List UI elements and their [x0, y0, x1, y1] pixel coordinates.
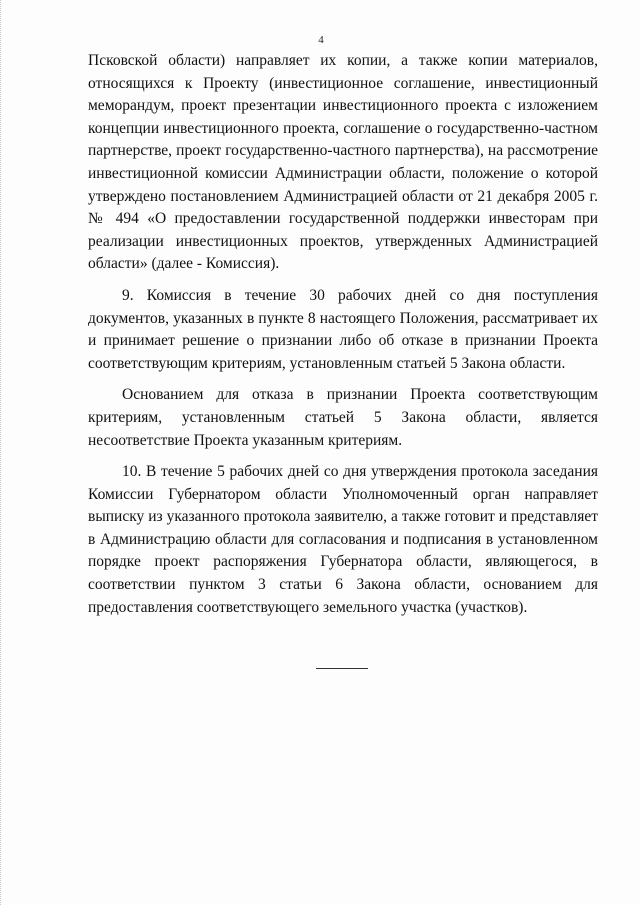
paragraph-item-10: 10. В течение 5 рабочих дней со дня утверждения протокола заседания Комиссии Губернатором области Уполномоченный орган направляет выписку из указанного протокола заявителю, а также готовит и представляет в Администрацию области для согласования и подписания в установленном порядке проект распоряжения Губернатора области, являющегося, в соответствии пунктом 3 статьи 6 Закона области, основанием для предоставления соответствующего земельного участка (участков).	[88, 463, 598, 616]
end-separator-line	[316, 668, 368, 669]
page-number: 4	[318, 34, 324, 46]
paragraph-continuation: Псковской области) направляет их копии, а также копии материалов, относящихся к Проекту (инвестиционное соглашение, инвестиционный меморандум, проект презентации инвестиционного проекта с изложением концепции инвестиционного проекта, соглашение о государственно-частном партнерстве, проект государственно-частного партнерства), на рассмотрение инвестиционной комиссии Администрации области, положение о которой утверждено постановлением Администрацией области от 21 декабря 2005 г. № 494 «О предоставлении государственной поддержки инвесторам при реализации инвестиционных проектов, утвержденных Администрацией области» (далее - Комиссия).	[88, 52, 598, 273]
document-body	[88, 50, 598, 628]
paragraph-refusal-basis: Основанием для отказа в признании Проекта соответствующим критериям, установленным статьей 5 Закона области, является несоответствие Проекта указанным критериям.	[88, 386, 598, 449]
paragraph-item-9: 9. Комиссия в течение 30 рабочих дней со дня поступления документов, указанных в пункте 8 настоящего Положения, рассматривает их и принимает решение о признании либо об отказе в признании Проекта соответствующим критериям, установленным статьей 5 Закона области.	[88, 286, 598, 372]
